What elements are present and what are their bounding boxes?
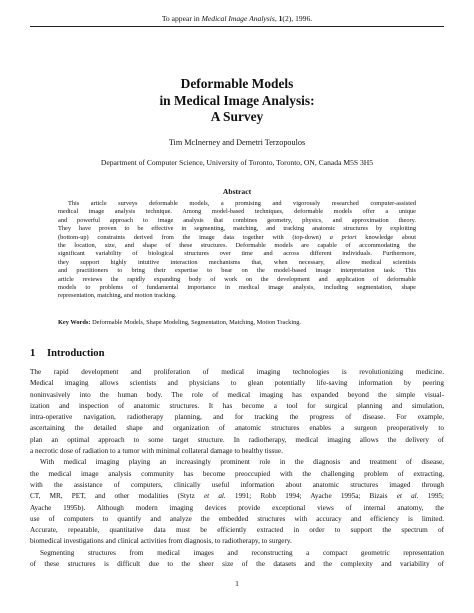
authors: Tim McInerney and Demetri Terzopoulos [168,138,306,147]
body-line: ascertaining the detailed shape and organization of anatomic structures enables a surgeon preoperatively to [30,424,444,433]
journal-name: Medical Image Analysis [201,14,275,23]
abstract-line: This article surveys deformable models, a promising and vigorously researched computer-assisted [68,200,416,207]
body-line: Accurate, repeatable, quantitative data must be efficiently extracted in order to support the spectrum of [30,526,444,535]
abstract-line: models to problems of fundamental importance in medical image analysis, including segmentation, shape [58,284,416,292]
keywords [58,319,416,327]
abstract-heading: Abstract [222,187,252,196]
body-line: plan an optimal approach to some target structure. In radiotherapy, medical imaging allows the delivery of [30,435,444,444]
body-line: biomedical investigations and clinical activities from diagnosis, to radiotherapy, to surgery. [30,537,292,546]
running-head: To appear in Medical Image Analysis, 1(2), 1996. [30,14,444,27]
abstract-line: and powerful approach to image analysis that combines geometry, physics, and approximation theory. [58,216,416,224]
abstract-line: representation, matching, and motion tracking. [58,292,177,300]
keywords-text: Deformable Models, Shape Modeling, Segmentation, Matching, Motion Tracking. [90,319,302,326]
paper-title [40,76,434,126]
body-line: Segmenting structures from medical images and reconstructing a compact geometric representation [40,548,444,557]
body-line: intra-operative navigation, radiotherapy planning, and for tracking the progress of disease. For example, [30,413,444,422]
body-line: use of computers to quantify and analyze the embedded structures with accuracy and efficiency is limited. [30,514,444,523]
body-line: with the assistance of computers, clinically useful information about anatomic structures imaged through [30,480,444,489]
journal-volume: 1 [278,14,283,23]
body-italic-etal: et al. [396,492,419,501]
affiliation: Department of Computer Science, University of Toronto, Toronto, ON, Canada M5S 3H5 [100,158,374,167]
body-line: Ayache 1995b). Although modern imaging devices provide exceptional views of internal anatomy, the [30,503,444,512]
title-line: Deformable Models [180,76,294,91]
journal-issue-year: (2), 1996. [282,14,313,23]
section-heading [30,347,105,360]
body-line: The rapid development and proliferation of medical imaging technologies is revolutionizing medicine. [30,368,444,376]
journal-prefix: To appear in [161,14,202,23]
body-line: of these structures is difficult due to the sheer size of the datasets and the complexity and variability of [30,560,444,569]
body-line: With medical imaging playing an increasingly prominent role in the diagnosis and treatment of disease, [40,458,444,467]
body-italic-etal: et al. [203,492,226,501]
body-line-text: CT, MR, PET, and other modalities (Stytz [30,492,204,501]
body-line: Medical imaging allows scientists and physicians to glean potentially life-saving information by peering [30,379,444,388]
abstract-line: and practitioners to bring their expertise to bear on the model-based image interpretation task. This [58,267,416,275]
abstract-line-text: (bottom-up) constraints derived from the image data together with (top-down) [58,233,330,241]
abstract-line: the location, size, and shape of these structures. Deformable models are capable of accommodating the [58,242,416,250]
body-line [30,491,444,502]
section-number: 1 [30,348,36,359]
body-line-text: 1991; Robb 1994; Ayache 1995a; Bizais [225,492,397,501]
keywords-label: Key Words: [58,319,91,326]
abstract-line: article reviews the rapidly expanding body of work on the development and application of deformable [58,275,416,283]
body-line: noninvasively into the human body. The role of medical imaging has expanded beyond the simple visual- [30,390,444,399]
abstract-line [58,234,416,242]
abstract-line: They have proven to be effective in segmenting, matching, and tracking anatomic structures by exploiting [58,225,416,233]
body-text [30,367,444,570]
abstract-line-text: knowledge about [356,233,416,241]
title-line: A Survey [210,109,264,124]
body-line: the medical image analysis community has become preoccupied with the challenging problem of extracting, [30,469,444,478]
page-number: 1 [235,579,239,588]
body-line: ization and inspection of anatomic structures. It has become a tool for surgical planning and simulation, [30,401,444,410]
abstract-italic-term: a priori [329,233,357,241]
abstract-line: medical image analysis technique. Among model-based techniques, deformable models offer a unique [58,208,416,216]
body-line-text: 1995; [418,492,445,501]
body-line: a necrotic dose of radiation to a tumor with minimal collateral damage to healthy tissue. [30,447,283,456]
abstract-line: significant variability of biological structures over time and across different individuals. Furthermore, [58,250,416,258]
abstract-body [58,200,416,301]
title-line: in Medical Image Analysis: [159,92,315,108]
abstract-line: they support highly intuitive interaction mechanisms that, when necessary, allow medical scientists [58,258,416,266]
section-title: Introduction [47,348,105,359]
